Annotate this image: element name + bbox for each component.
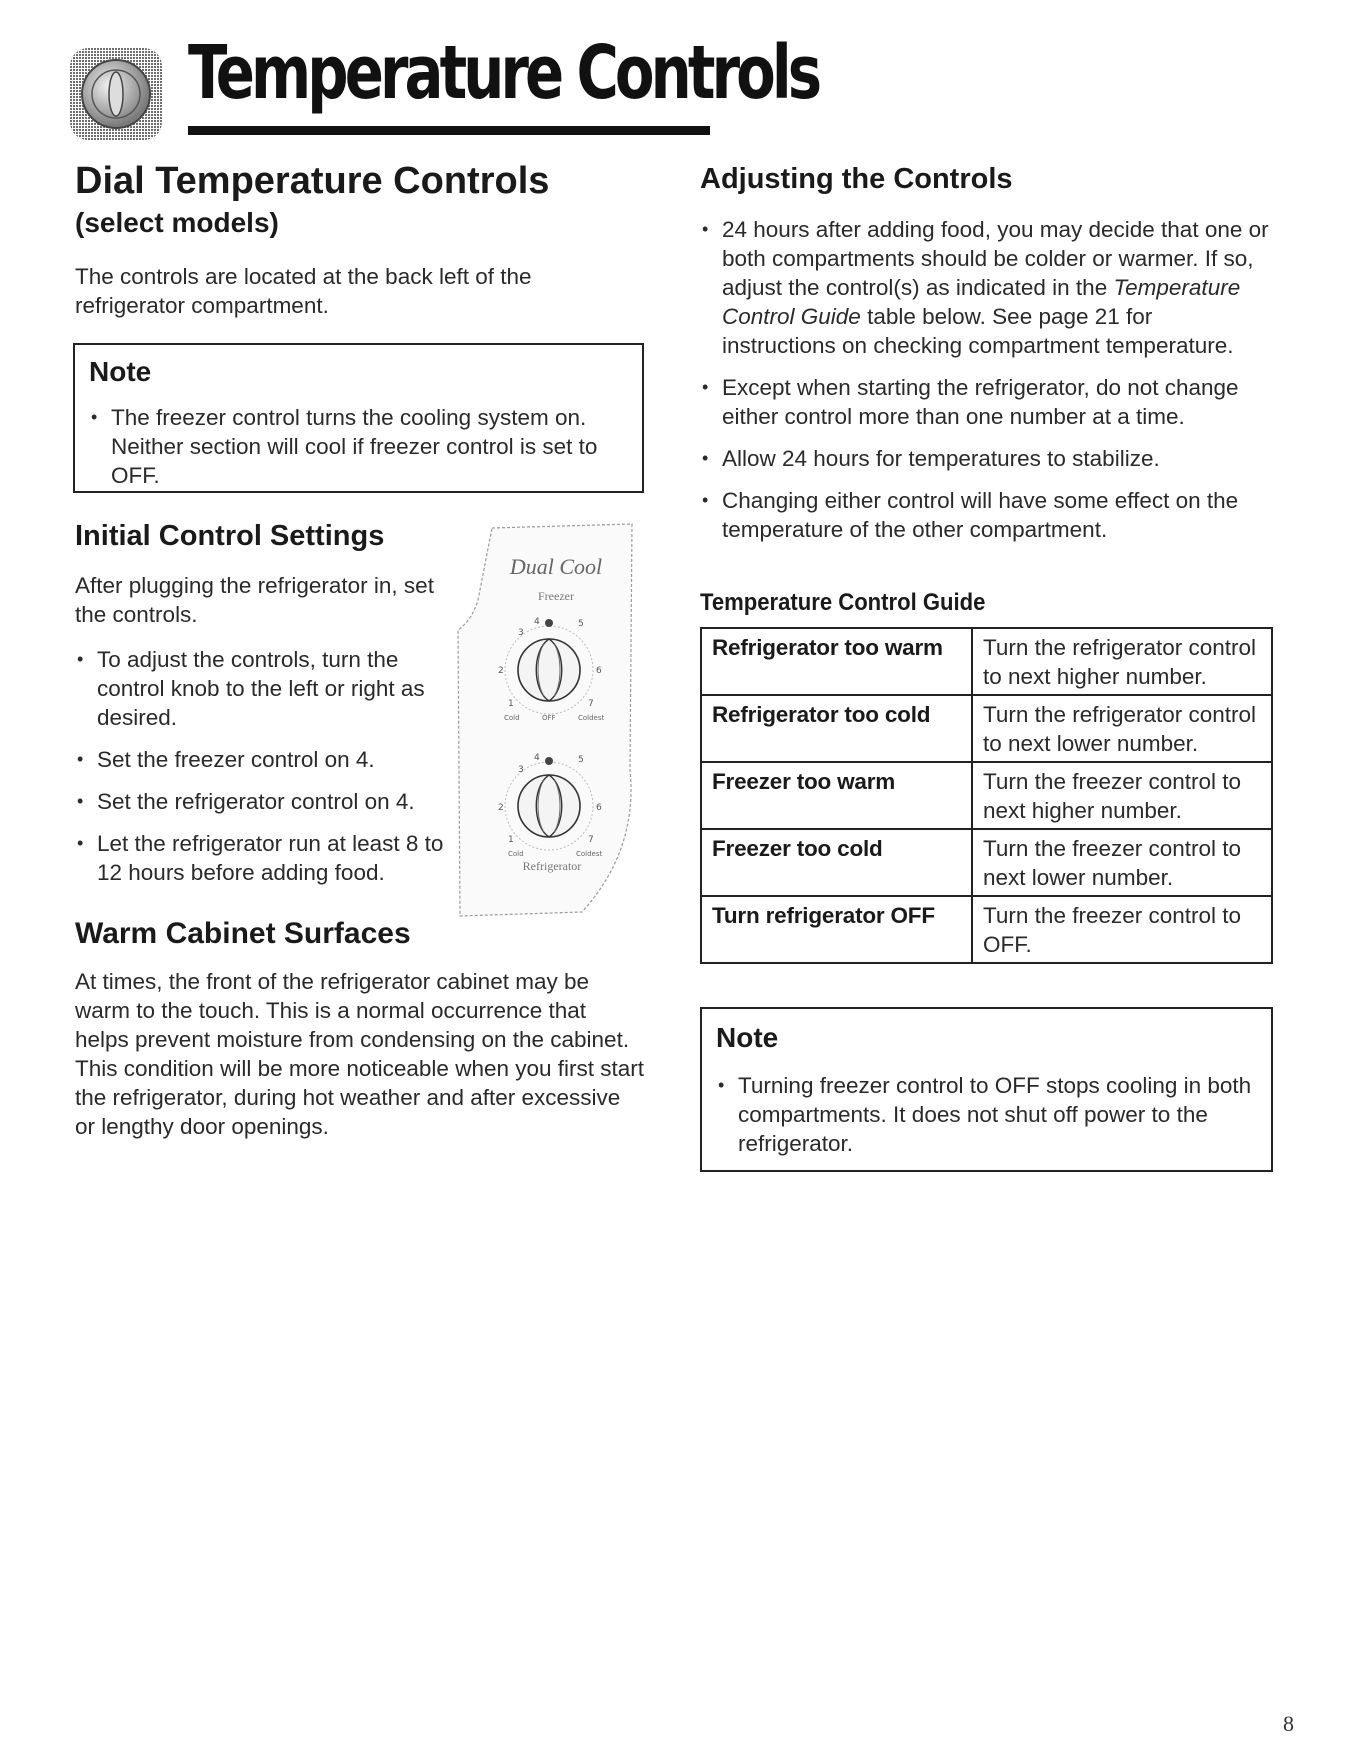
refrigerator-number: 5 [578, 755, 584, 765]
refrigerator-bottom-label: Cold [508, 850, 524, 858]
note-box-off [700, 1007, 1273, 1172]
condition-cell: Turn refrigerator OFF [701, 896, 972, 963]
note-item: • The freezer control turns the cooling system on. Neither section will cool if freezer control is set to OFF. [89, 403, 629, 490]
freezer-number: 1 [508, 699, 514, 709]
dial-controls-heading: Dial Temperature Controls [75, 160, 550, 202]
refrigerator-bottom-label: Coldest [576, 850, 603, 858]
freezer-number: 5 [578, 619, 584, 629]
freezer-number: 7 [588, 699, 594, 709]
table-row [701, 829, 1272, 896]
action-cell: Turn the refrigerator control to next higher number. [972, 628, 1272, 695]
refrigerator-number: 6 [596, 803, 602, 813]
freezer-indicator-icon [545, 619, 553, 627]
action-cell: Turn the refrigerator control to next lower number. [972, 695, 1272, 762]
condition-cell: Refrigerator too warm [701, 628, 972, 695]
initial-settings-heading: Initial Control Settings [75, 520, 385, 552]
refrigerator-number: 1 [508, 835, 514, 845]
initial-settings-list [75, 645, 455, 900]
note-box-freezer [73, 343, 644, 493]
freezer-number: 6 [596, 666, 602, 676]
freezer-knob[interactable] [518, 639, 580, 701]
list-item: • Let the refrigerator run at least 8 to 12 hours before adding food. [75, 829, 455, 887]
select-models-subheading: (select models) [75, 207, 279, 238]
refrigerator-dial-label: Refrigerator [522, 859, 582, 873]
condition-cell: Refrigerator too cold [701, 695, 972, 762]
refrigerator-number: 3 [518, 765, 524, 775]
freezer-dial-bottom-labels [504, 714, 605, 722]
refrigerator-indicator-icon [545, 757, 553, 765]
page-title: Temperature Controls [188, 30, 819, 116]
adjust-item-text: table below. See page 21 for instructions on checking compartment temperature. [722, 304, 1234, 358]
table-row [701, 896, 1272, 963]
list-item: • Set the refrigerator control on 4. [75, 787, 455, 816]
table-row [701, 628, 1272, 695]
panel-brand: Dual Cool [509, 554, 603, 579]
refrigerator-number: 7 [588, 835, 594, 845]
initial-settings-intro: After plugging the refrigerator in, set the controls. [75, 573, 434, 627]
list-item: • Set the freezer control on 4. [75, 745, 455, 774]
note-list [716, 1071, 1261, 1158]
freezer-bottom-label: Coldest [578, 714, 605, 722]
condition-cell: Freezer too warm [701, 762, 972, 829]
action-cell: Turn the freezer control to next lower number. [972, 829, 1272, 896]
note-title: Note [89, 356, 152, 387]
freezer-number: 4 [534, 617, 540, 627]
table-row [701, 695, 1272, 762]
table-row [701, 762, 1272, 829]
controls-location-text: The controls are located at the back left of the refrigerator compartment. [75, 264, 532, 318]
freezer-bottom-label: Cold [504, 714, 520, 722]
title-rule [188, 126, 710, 135]
list-item: • Except when starting the refrigerator, do not change either control more than one number at a time. [700, 373, 1270, 431]
freezer-number: 2 [498, 666, 504, 676]
warm-surfaces-heading: Warm Cabinet Surfaces [75, 917, 411, 950]
warm-surfaces-text: At times, the front of the refrigerator cabinet may be warm to the touch. This is a normal occurrence that helps prevent moisture from condensing on the cabinet. This condition will be more noticeable when you first start the refrigerator, during hot weather and after excessive or lengthy door openings. [75, 969, 645, 1139]
adjusting-controls-list [700, 215, 1270, 557]
refrigerator-number: 4 [534, 753, 540, 763]
list-item: • Changing either control will have some effect on the temperature of the other compartment. [700, 486, 1270, 544]
condition-cell: Freezer too cold [701, 829, 972, 896]
guide-reference: Temperature Control Guide [722, 275, 1241, 329]
dual-cool-dial-panel [452, 520, 638, 920]
guide-table-heading: Temperature Control Guide [700, 589, 986, 616]
note-item: • Turning freezer control to OFF stops cooling in both compartments. It does not shut off power to the refrigerator. [716, 1071, 1261, 1158]
freezer-dial-label: Freezer [538, 589, 574, 603]
list-item: • To adjust the controls, turn the control knob to the left or right as desired. [75, 645, 455, 732]
action-cell: Turn the freezer control to next higher number. [972, 762, 1272, 829]
refrigerator-number: 2 [498, 803, 504, 813]
freezer-number: 3 [518, 628, 524, 638]
adjust-item-text: 24 hours after adding food, you may decide that one or both compartments should be colder or warmer. If so, adjust the control(s) as indicated in the [722, 217, 1269, 300]
adjusting-controls-heading: Adjusting the Controls [700, 163, 1013, 195]
freezer-bottom-label: OFF [542, 714, 556, 722]
page-number: 8 [1283, 1711, 1294, 1736]
action-cell: Turn the freezer control to OFF. [972, 896, 1272, 963]
list-item [700, 215, 1270, 360]
dial-knob-icon [70, 48, 162, 140]
note-list [89, 403, 629, 490]
list-item: • Allow 24 hours for temperatures to stabilize. [700, 444, 1270, 473]
refrigerator-knob[interactable] [518, 775, 580, 837]
note-title: Note [716, 1022, 779, 1053]
temperature-control-guide-table [700, 627, 1273, 964]
